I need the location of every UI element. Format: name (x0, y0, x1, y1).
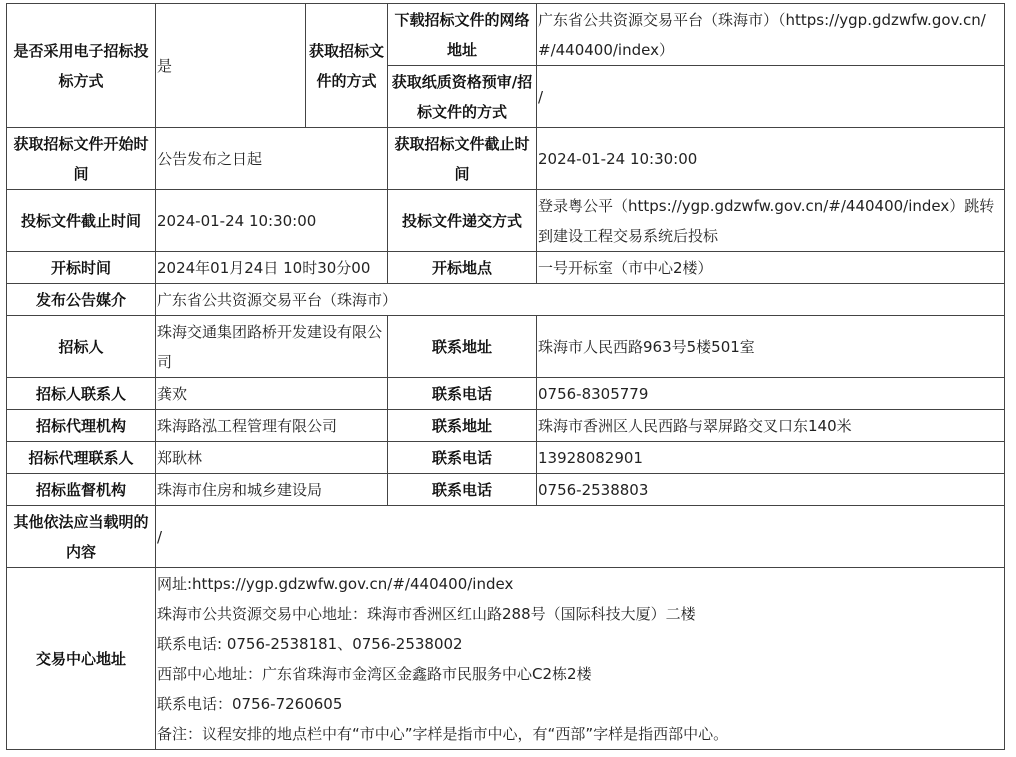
doc-start-label: 获取招标文件开始时间 (7, 128, 156, 190)
download-url-label: 下载招标文件的网络地址 (388, 4, 537, 66)
tenderer-label: 招标人 (7, 316, 156, 378)
agency-value: 珠海路泓工程管理有限公司 (156, 410, 388, 442)
table-row (7, 442, 1005, 474)
download-url-value: 广东省公共资源交易平台（珠海市）（https://ygp.gdzwfw.gov.cn/#/440400/index） (537, 4, 1005, 66)
table-row (7, 252, 1005, 284)
tenderer-phone-value: 0756-8305779 (537, 378, 1005, 410)
table-row (7, 568, 1005, 750)
table-row (7, 474, 1005, 506)
supervisor-label: 招标监督机构 (7, 474, 156, 506)
electronic-bidding-value: 是 (156, 4, 306, 128)
doc-start-value: 公告发布之日起 (156, 128, 388, 190)
table-row (7, 316, 1005, 378)
agency-address-label: 联系地址 (388, 410, 537, 442)
table-row (7, 4, 1005, 66)
opening-place-label: 开标地点 (388, 252, 537, 284)
agency-phone-value: 13928082901 (537, 442, 1005, 474)
doc-end-value: 2024-01-24 10:30:00 (537, 128, 1005, 190)
west-center-phone-line: 联系电话：0756-7260605 (157, 694, 343, 713)
table-row (7, 410, 1005, 442)
tenderer-contact-label: 招标人联系人 (7, 378, 156, 410)
supervisor-phone-label: 联系电话 (388, 474, 537, 506)
tenderer-contact-value: 龚欢 (156, 378, 388, 410)
table-row (7, 284, 1005, 316)
trading-center-value (156, 568, 1005, 750)
table-row (7, 128, 1005, 190)
bid-submit-method-label: 投标文件递交方式 (388, 190, 537, 252)
other-content-label: 其他依法应当载明的内容 (7, 506, 156, 568)
table-row (7, 506, 1005, 568)
tenderer-address-label: 联系地址 (388, 316, 537, 378)
tenderer-phone-label: 联系电话 (388, 378, 537, 410)
tender-info-document (6, 3, 1005, 750)
bid-deadline-label: 投标文件截止时间 (7, 190, 156, 252)
tenderer-address-value: 珠海市人民西路963号5楼501室 (537, 316, 1005, 378)
agency-address-value: 珠海市香洲区人民西路与翠屏路交叉口东140米 (537, 410, 1005, 442)
supervisor-phone-value: 0756-2538803 (537, 474, 1005, 506)
agency-contact-value: 郑耿林 (156, 442, 388, 474)
center-address-line: 珠海市公共资源交易中心地址：珠海市香洲区红山路288号（国际科技大厦）二楼 (157, 604, 696, 623)
center-remark-line: 备注：议程安排的地点栏中有“市中心”字样是指市中心，有“西部”字样是指西部中心。 (157, 724, 729, 743)
tender-info-table (6, 3, 1005, 750)
west-center-address-line: 西部中心地址：广东省珠海市金湾区金鑫路市民服务中心C2栋2楼 (157, 664, 592, 683)
table-row (7, 378, 1005, 410)
bid-submit-method-value: 登录粤公平（https://ygp.gdzwfw.gov.cn/#/440400/index）跳转到建设工程交易系统后投标 (537, 190, 1005, 252)
obtain-method-label: 获取招标文件的方式 (306, 4, 388, 128)
opening-time-value: 2024年01月24日 10时30分00 (156, 252, 388, 284)
doc-end-label: 获取招标文件截止时间 (388, 128, 537, 190)
agency-contact-label: 招标代理联系人 (7, 442, 156, 474)
opening-place-value: 一号开标室（市中心2楼） (537, 252, 1005, 284)
electronic-bidding-label: 是否采用电子招标投标方式 (7, 4, 156, 128)
paper-method-label: 获取纸质资格预审/招标文件的方式 (388, 66, 537, 128)
bid-deadline-value: 2024-01-24 10:30:00 (156, 190, 388, 252)
tenderer-value: 珠海交通集团路桥开发建设有限公司 (156, 316, 388, 378)
table-row (7, 190, 1005, 252)
trading-center-lines (157, 569, 1003, 749)
supervisor-value: 珠海市住房和城乡建设局 (156, 474, 388, 506)
center-phone-line: 联系电话: 0756-2538181、0756-2538002 (157, 634, 463, 653)
agency-phone-label: 联系电话 (388, 442, 537, 474)
media-value: 广东省公共资源交易平台（珠海市） (156, 284, 1005, 316)
media-label: 发布公告媒介 (7, 284, 156, 316)
other-content-value: / (156, 506, 1005, 568)
trading-center-label: 交易中心地址 (7, 568, 156, 750)
agency-label: 招标代理机构 (7, 410, 156, 442)
opening-time-label: 开标时间 (7, 252, 156, 284)
paper-method-value: / (537, 66, 1005, 128)
center-website-line: 网址:https://ygp.gdzwfw.gov.cn/#/440400/index (157, 574, 514, 593)
